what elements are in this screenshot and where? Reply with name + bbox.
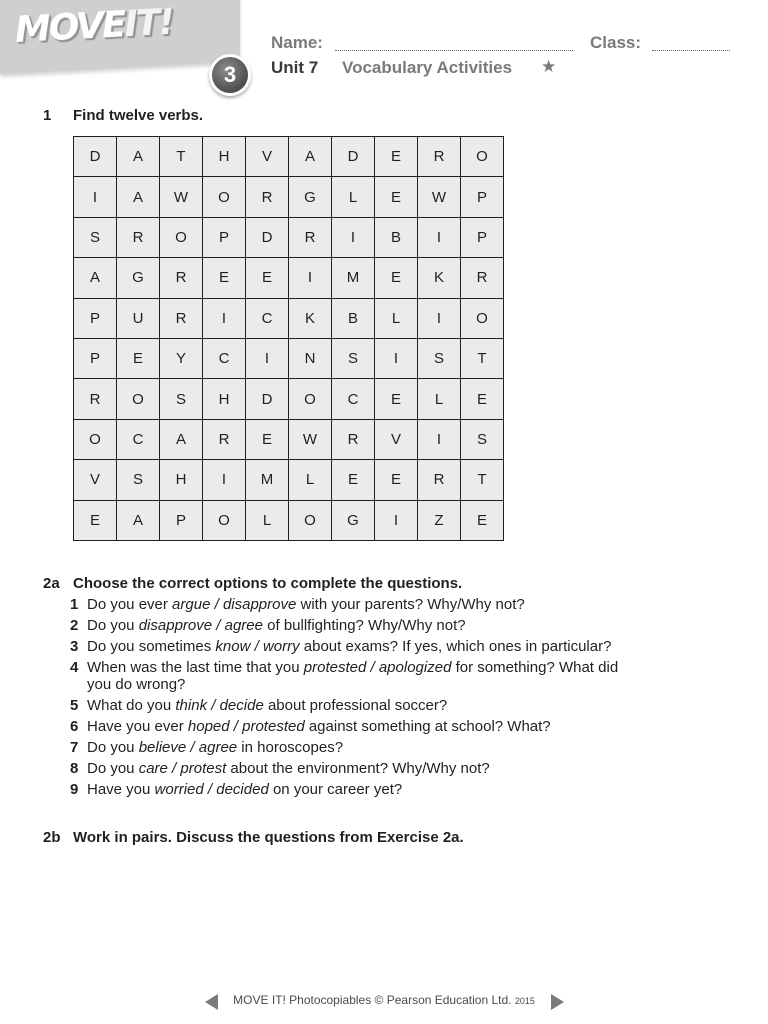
option-separator: /: [250, 638, 263, 655]
grid-cell[interactable]: E: [117, 338, 160, 378]
grid-cell[interactable]: R: [461, 258, 504, 298]
option-2[interactable]: agree: [224, 617, 263, 634]
grid-cell[interactable]: B: [375, 217, 418, 257]
grid-cell[interactable]: A: [289, 137, 332, 177]
grid-cell[interactable]: E: [246, 258, 289, 298]
grid-cell[interactable]: V: [74, 460, 117, 500]
question-item: [70, 617, 630, 634]
grid-cell[interactable]: O: [74, 419, 117, 459]
grid-cell[interactable]: R: [418, 137, 461, 177]
grid-row: [74, 500, 504, 540]
grid-cell[interactable]: E: [461, 500, 504, 540]
option-2[interactable]: worry: [262, 638, 300, 655]
question-number: 9: [70, 781, 79, 798]
grid-row: [74, 298, 504, 338]
exercise-2a-number: 2a: [43, 575, 60, 592]
question-text-start: Have you ever: [87, 718, 188, 735]
grid-cell[interactable]: V: [246, 137, 289, 177]
grid-cell[interactable]: O: [117, 379, 160, 419]
class-field-line: [652, 50, 730, 51]
question-text-end: about exams? If yes, which ones in particular?: [299, 638, 612, 655]
grid-cell[interactable]: G: [117, 258, 160, 298]
word-search-grid: [73, 136, 504, 541]
grid-cell[interactable]: S: [461, 419, 504, 459]
grid-cell[interactable]: P: [160, 500, 203, 540]
grid-cell[interactable]: R: [74, 379, 117, 419]
grid-row: [74, 460, 504, 500]
grid-cell[interactable]: D: [332, 137, 375, 177]
question-item: [70, 760, 630, 777]
question-number: 6: [70, 718, 79, 735]
grid-cell[interactable]: I: [203, 460, 246, 500]
grid-cell[interactable]: K: [289, 298, 332, 338]
grid-cell[interactable]: P: [203, 217, 246, 257]
grid-cell[interactable]: O: [289, 379, 332, 419]
option-separator: /: [207, 697, 220, 714]
grid-row: [74, 379, 504, 419]
grid-cell[interactable]: R: [160, 298, 203, 338]
move-it-logo: MOVEIT!: [14, 1, 174, 51]
grid-cell[interactable]: O: [203, 177, 246, 217]
grid-cell[interactable]: S: [117, 460, 160, 500]
question-item: [70, 638, 630, 655]
question-item: [70, 659, 630, 693]
footer-copyright: MOVE IT! Photocopiables © Pearson Education Ltd. 2015: [233, 993, 535, 1007]
grid-cell[interactable]: R: [117, 217, 160, 257]
question-text-end: of bullfighting? Why/Why not?: [262, 617, 466, 634]
grid-cell[interactable]: C: [332, 379, 375, 419]
grid-cell[interactable]: E: [203, 258, 246, 298]
grid-row: [74, 217, 504, 257]
question-text-start: Have you: [87, 781, 155, 798]
grid-cell[interactable]: H: [203, 379, 246, 419]
grid-cell[interactable]: O: [461, 298, 504, 338]
class-label: Class:: [590, 33, 642, 52]
question-number: 3: [70, 638, 79, 655]
question-number: 2: [70, 617, 79, 634]
question-number: 5: [70, 697, 79, 714]
grid-cell[interactable]: P: [461, 177, 504, 217]
exercise-2b-number: 2b: [43, 829, 61, 846]
grid-cell[interactable]: O: [289, 500, 332, 540]
grid-cell[interactable]: I: [289, 258, 332, 298]
grid-cell[interactable]: I: [203, 298, 246, 338]
grid-cell[interactable]: M: [332, 258, 375, 298]
option-separator: /: [203, 781, 217, 798]
grid-cell[interactable]: E: [246, 419, 289, 459]
grid-cell[interactable]: A: [160, 419, 203, 459]
grid-cell[interactable]: R: [246, 177, 289, 217]
option-separator: /: [212, 617, 225, 634]
grid-cell[interactable]: D: [74, 137, 117, 177]
grid-cell[interactable]: C: [117, 419, 160, 459]
question-text-start: When was the last time that you: [87, 659, 304, 676]
option-1[interactable]: protested: [303, 659, 367, 676]
exercise-1-instruction: Find twelve verbs.: [73, 107, 204, 124]
grid-cell[interactable]: O: [203, 500, 246, 540]
grid-cell[interactable]: V: [375, 419, 418, 459]
grid-cell[interactable]: I: [375, 338, 418, 378]
grid-cell[interactable]: W: [160, 177, 203, 217]
grid-cell[interactable]: T: [160, 137, 203, 177]
grid-cell[interactable]: M: [246, 460, 289, 500]
grid-cell[interactable]: E: [375, 258, 418, 298]
grid-row: [74, 258, 504, 298]
question-text-end: for something? What did you do wrong?: [87, 659, 619, 693]
grid-cell[interactable]: A: [74, 258, 117, 298]
option-1[interactable]: think: [175, 697, 208, 714]
question-number: 7: [70, 739, 79, 756]
grid-cell[interactable]: W: [418, 177, 461, 217]
name-field-line: [335, 50, 573, 51]
grid-cell[interactable]: L: [289, 460, 332, 500]
question-text-start: Do you: [87, 760, 139, 777]
grid-cell[interactable]: I: [418, 217, 461, 257]
grid-cell[interactable]: E: [461, 379, 504, 419]
grid-cell[interactable]: R: [332, 419, 375, 459]
grid-cell[interactable]: S: [418, 338, 461, 378]
option-1[interactable]: worried: [154, 781, 204, 798]
grid-cell[interactable]: I: [74, 177, 117, 217]
option-separator: /: [186, 739, 199, 756]
grid-cell[interactable]: P: [74, 338, 117, 378]
question-number: 4: [70, 659, 79, 676]
grid-cell[interactable]: E: [375, 379, 418, 419]
grid-cell[interactable]: H: [160, 460, 203, 500]
grid-cell[interactable]: D: [246, 379, 289, 419]
grid-cell[interactable]: D: [246, 217, 289, 257]
grid-cell[interactable]: G: [332, 500, 375, 540]
grid-cell[interactable]: E: [74, 500, 117, 540]
grid-cell[interactable]: U: [117, 298, 160, 338]
question-text-end: about professional soccer?: [263, 697, 448, 714]
option-2[interactable]: protest: [180, 760, 227, 777]
grid-cell[interactable]: E: [375, 460, 418, 500]
question-text-end: with your parents? Why/Why not?: [296, 596, 525, 613]
question-item: [70, 697, 630, 714]
grid-cell[interactable]: W: [289, 419, 332, 459]
grid-cell[interactable]: O: [461, 137, 504, 177]
question-list: [70, 596, 630, 802]
star-icon: ★: [541, 57, 557, 76]
question-item: [70, 718, 630, 735]
grid-cell[interactable]: E: [375, 137, 418, 177]
option-2[interactable]: decide: [219, 697, 264, 714]
level-badge: 3: [209, 54, 251, 96]
grid-row: [74, 419, 504, 459]
option-1[interactable]: argue: [172, 596, 211, 613]
question-item: [70, 739, 630, 756]
grid-cell[interactable]: R: [418, 460, 461, 500]
name-label: Name:: [271, 33, 323, 52]
option-1[interactable]: believe: [138, 739, 187, 756]
option-2[interactable]: protested: [242, 718, 305, 735]
exercise-2a-instruction: Choose the correct options to complete the questions.: [73, 575, 463, 592]
grid-cell[interactable]: C: [246, 298, 289, 338]
grid-cell[interactable]: A: [117, 177, 160, 217]
grid-cell[interactable]: H: [203, 137, 246, 177]
option-1[interactable]: hoped: [187, 718, 230, 735]
question-text-end: about the environment? Why/Why not?: [226, 760, 490, 777]
unit-title: Unit 7: [271, 58, 319, 77]
grid-cell[interactable]: P: [461, 217, 504, 257]
grid-cell[interactable]: K: [418, 258, 461, 298]
option-separator: /: [229, 718, 243, 735]
grid-cell[interactable]: Y: [160, 338, 203, 378]
question-text-end: in horoscopes?: [237, 739, 344, 756]
question-text-start: Do you: [87, 617, 139, 634]
grid-cell[interactable]: T: [461, 460, 504, 500]
question-text-start: Do you ever: [87, 596, 173, 613]
grid-row: [74, 137, 504, 177]
question-text-start: Do you: [87, 739, 139, 756]
grid-cell[interactable]: I: [375, 500, 418, 540]
question-text-end: against something at school? What?: [304, 718, 551, 735]
option-2[interactable]: agree: [198, 739, 238, 756]
option-separator: /: [167, 760, 181, 777]
option-separator: /: [210, 596, 223, 613]
grid-cell[interactable]: A: [117, 500, 160, 540]
question-text-start: Do you sometimes: [87, 638, 216, 655]
grid-cell[interactable]: L: [332, 177, 375, 217]
grid-cell[interactable]: R: [160, 258, 203, 298]
question-text-end: on your career yet?: [268, 781, 403, 798]
grid-cell[interactable]: E: [332, 460, 375, 500]
grid-cell[interactable]: G: [289, 177, 332, 217]
question-number: 1: [70, 596, 79, 613]
option-separator: /: [366, 659, 379, 676]
grid-cell[interactable]: T: [461, 338, 504, 378]
exercise-2b-instruction: Work in pairs. Discuss the questions from Exercise 2a.: [73, 829, 464, 846]
grid-cell[interactable]: I: [246, 338, 289, 378]
grid-cell[interactable]: L: [246, 500, 289, 540]
grid-cell[interactable]: I: [332, 217, 375, 257]
grid-cell[interactable]: B: [332, 298, 375, 338]
option-1[interactable]: know: [215, 638, 251, 655]
grid-cell[interactable]: A: [117, 137, 160, 177]
grid-cell[interactable]: N: [289, 338, 332, 378]
option-2[interactable]: apologized: [378, 659, 452, 676]
grid-cell[interactable]: L: [418, 379, 461, 419]
question-item: [70, 781, 630, 798]
grid-cell[interactable]: R: [203, 419, 246, 459]
grid-cell[interactable]: R: [289, 217, 332, 257]
next-page-arrow-icon[interactable]: [551, 994, 564, 1010]
grid-cell[interactable]: C: [203, 338, 246, 378]
exercise-1-number: 1: [43, 107, 52, 124]
grid-cell[interactable]: L: [375, 298, 418, 338]
grid-cell[interactable]: P: [74, 298, 117, 338]
option-2[interactable]: disapprove: [222, 596, 297, 613]
grid-cell[interactable]: I: [418, 419, 461, 459]
question-text-start: What do you: [87, 697, 176, 714]
option-1[interactable]: care: [138, 760, 168, 777]
question-number: 8: [70, 760, 79, 777]
grid-row: [74, 177, 504, 217]
question-item: [70, 596, 630, 613]
option-1[interactable]: disapprove: [138, 617, 213, 634]
grid-cell[interactable]: S: [160, 379, 203, 419]
grid-row: [74, 338, 504, 378]
activity-subtitle: Vocabulary Activities: [342, 58, 513, 77]
grid-cell[interactable]: S: [332, 338, 375, 378]
grid-cell[interactable]: O: [160, 217, 203, 257]
grid-cell[interactable]: S: [74, 217, 117, 257]
grid-cell[interactable]: I: [418, 298, 461, 338]
option-2[interactable]: decided: [216, 781, 269, 798]
grid-cell[interactable]: E: [375, 177, 418, 217]
grid-cell[interactable]: Z: [418, 500, 461, 540]
